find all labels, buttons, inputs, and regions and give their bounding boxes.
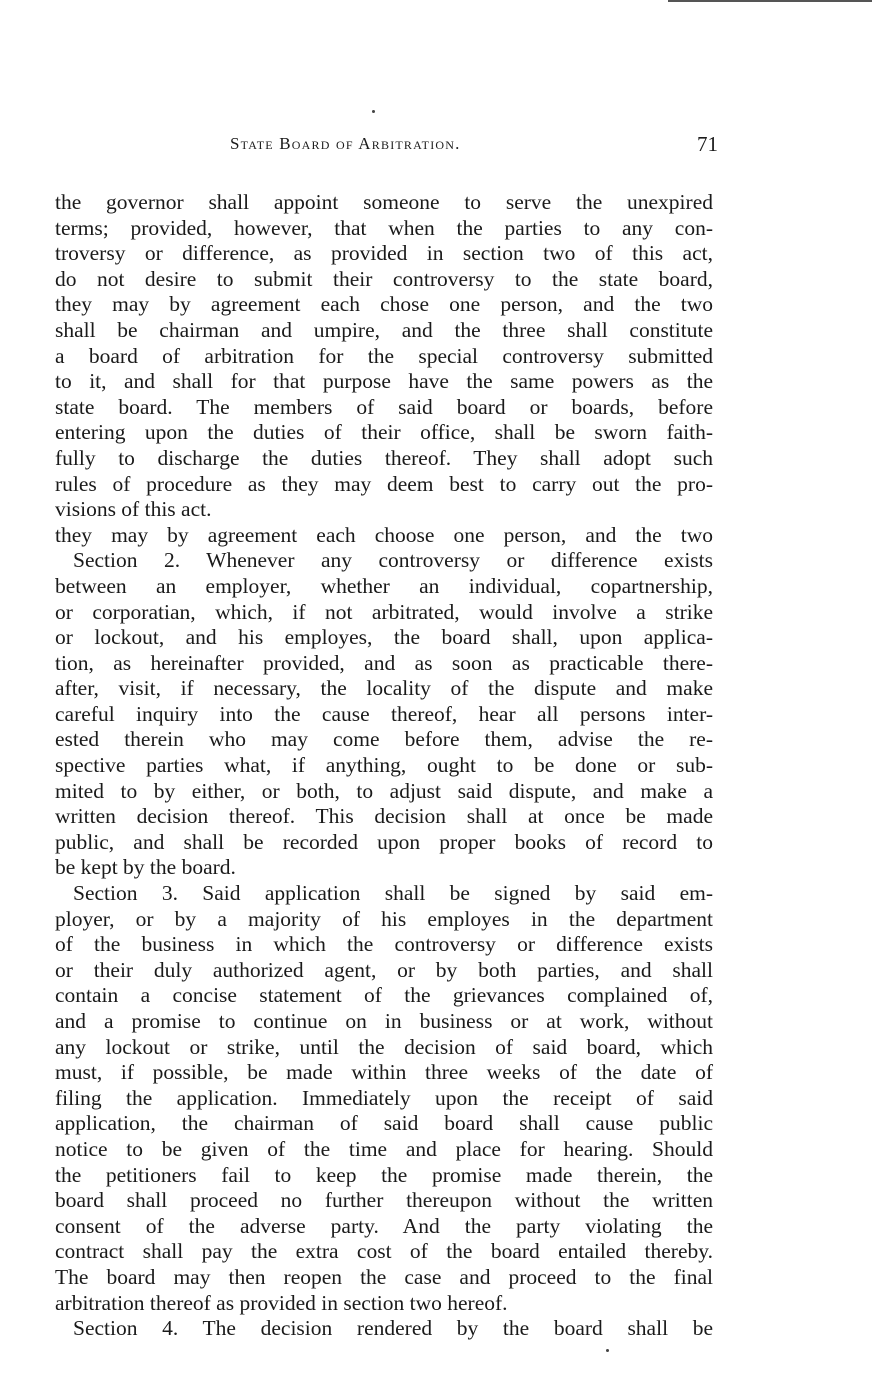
text-line: tion, as hereinafter provided, and as soon as practicable there-: [55, 650, 713, 675]
text-line: consent of the adverse party. And the party violating the: [55, 1213, 713, 1238]
top-edge-rule: [668, 0, 872, 2]
text-line: board shall proceed no further thereupon without the written: [55, 1188, 713, 1213]
text-line: any lockout or strike, until the decision of said board, which: [55, 1034, 713, 1059]
text-line: or lockout, and his employes, the board shall, upon applica-: [55, 625, 713, 650]
text-line: ployer, or by a majority of his employes in the department: [55, 906, 713, 931]
text-line: notice to be given of the time and place for hearing. Should: [55, 1136, 713, 1161]
text-line: troversy or difference, as provided in section two of this act,: [55, 241, 713, 266]
text-line: state board. The members of said board or boards, before: [55, 394, 713, 419]
page-number: 71: [697, 132, 718, 156]
text-line: a board of arbitration for the special controversy submitted: [55, 343, 713, 368]
text-line: mited to by either, or both, to adjust said dispute, and make a: [55, 778, 713, 803]
text-line: contract shall pay the extra cost of the board entailed thereby.: [55, 1239, 713, 1264]
text-line: and a promise to continue on in business or at work, without: [55, 1009, 713, 1033]
text-line: they may by agreement each chose one person, and the two: [55, 292, 713, 317]
text-line: to it, and shall for that purpose have the same powers as the: [55, 369, 713, 394]
running-head: State Board of Arbitration.: [230, 134, 461, 153]
text-line: ested therein who may come before them, advise the re-: [55, 727, 713, 752]
text-line: visions of this act.: [55, 497, 212, 522]
text-line: The board may then reopen the case and proceed to the final: [55, 1264, 713, 1289]
text-line: rules of procedure as they may deem best to carry out the pro-: [55, 471, 713, 496]
text-line: or corporatian, which, if not arbitrated, would involve a strike: [55, 599, 713, 624]
ink-speck: [606, 1349, 609, 1352]
ink-speck: [372, 110, 375, 113]
text-line: between an employer, whether an individual, copartnership,: [55, 573, 713, 598]
text-line: terms; provided, however, that when the parties to any con-: [55, 215, 713, 240]
text-line: fully to discharge the duties thereof. They shall adopt such: [55, 445, 713, 470]
text-line: must, if possible, be made within three weeks of the date of: [55, 1060, 713, 1085]
text-line: be kept by the board.: [55, 855, 236, 880]
text-line: after, visit, if necessary, the locality of the dispute and make: [55, 676, 713, 701]
text-line: or their duly authorized agent, or by both parties, and shall: [55, 957, 713, 982]
section-4-heading-line: Section 4. The decision rendered by the board shall be: [73, 1316, 713, 1341]
text-line: arbitration thereof as provided in section two hereof.: [55, 1290, 508, 1315]
text-line: shall be chairman and umpire, and the three shall constitute: [55, 317, 713, 342]
text-line: written decision thereof. This decision shall at once be made: [55, 804, 713, 829]
page-header: [222, 134, 718, 160]
text-line: contain a concise statement of the grievances complained of,: [55, 983, 713, 1008]
text-line: spective parties what, if anything, ought to be done or sub-: [55, 753, 713, 778]
text-line: the petitioners fail to keep the promise made therein, the: [55, 1162, 713, 1187]
section-2-heading-line: Section 2. Whenever any controversy or difference exists: [73, 548, 713, 573]
text-line: public, and shall be recorded upon proper books of record to: [55, 829, 713, 854]
text-line: application, the chairman of said board shall cause public: [55, 1111, 713, 1136]
text-line: do not desire to submit their controversy to the state board,: [55, 266, 713, 291]
text-line: the governor shall appoint someone to serve the unexpired: [55, 190, 713, 214]
text-line: filing the application. Immediately upon the receipt of said: [55, 1085, 713, 1110]
body-text: [55, 190, 713, 1342]
text-line: careful inquiry into the cause thereof, hear all persons inter-: [55, 701, 713, 726]
section-3-heading-line: Section 3. Said application shall be signed by said em-: [73, 881, 713, 906]
text-line: of the business in which the controversy or difference exists: [55, 932, 713, 957]
text-line: they may by agreement each choose one person, and the two: [55, 522, 713, 547]
text-line: entering upon the duties of their office, shall be sworn faith-: [55, 420, 713, 445]
